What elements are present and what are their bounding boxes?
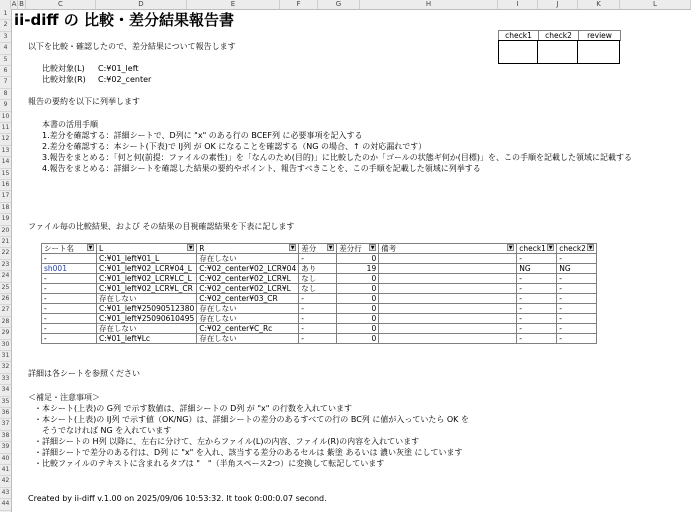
note-line: ・詳細シートで差分のある行は、D列 に "x" を入れ、該当する差分のあるセルは 紫塗 あるいは 濃い灰塗 にしています xyxy=(34,448,463,457)
filter-dropdown-icon[interactable]: ▼ xyxy=(370,245,375,251)
report-title: ii-diff の 比較・差分結果報告書 xyxy=(14,11,234,29)
cell-check1[interactable]: - xyxy=(517,314,557,324)
row-header[interactable]: 9 xyxy=(0,100,11,111)
filter-dropdown-icon[interactable]: ▼ xyxy=(328,245,333,251)
table-row xyxy=(42,324,597,334)
note-line: そうでなければ NG を入れています xyxy=(34,426,172,435)
row-header[interactable]: 40 xyxy=(0,454,11,465)
cell-diff[interactable]: - xyxy=(299,254,337,264)
row-header[interactable]: 6 xyxy=(0,66,11,77)
cell-check2[interactable]: - xyxy=(557,304,597,314)
cell-sheet[interactable]: - xyxy=(42,294,97,304)
row-header[interactable]: 14 xyxy=(0,157,11,168)
table-row xyxy=(42,284,597,294)
cell-r[interactable]: 存在しない xyxy=(197,314,299,324)
cell-diff-rows[interactable]: 0 xyxy=(337,254,379,264)
table-header-row xyxy=(42,244,597,254)
cell-l[interactable]: C:¥01_left¥Lc xyxy=(97,334,197,344)
table-row xyxy=(42,314,597,324)
cell-check2[interactable]: - xyxy=(557,274,597,284)
cell-r[interactable]: 存在しない xyxy=(197,304,299,314)
row-header[interactable]: 2 xyxy=(0,20,11,31)
th-label: 差分 xyxy=(301,244,317,253)
row-header[interactable]: 35 xyxy=(0,397,11,408)
cell-l[interactable]: 存在しない xyxy=(97,294,197,304)
row-header[interactable]: 4 xyxy=(0,43,11,54)
cell-sheet[interactable]: - xyxy=(42,254,97,264)
row-header[interactable]: 17 xyxy=(0,191,11,202)
note-line: ・比較ファイルのテキストに含まれるタブは " "（半角スペース2つ）に変換して転記しています xyxy=(34,459,385,468)
col-header-h[interactable]: H xyxy=(360,0,498,9)
row-header[interactable]: 8 xyxy=(0,89,11,100)
filter-dropdown-icon[interactable]: ▼ xyxy=(548,245,553,251)
col-header-g[interactable]: G xyxy=(318,0,360,9)
result-table xyxy=(41,243,597,344)
cell-check1[interactable]: - xyxy=(517,284,557,294)
th-sheet[interactable] xyxy=(42,244,97,254)
row-header[interactable]: 5 xyxy=(0,55,11,66)
column-header-bar xyxy=(0,0,691,10)
row-header[interactable]: 18 xyxy=(0,203,11,214)
row-header[interactable]: 7 xyxy=(0,77,11,88)
usage-step: 4.報告をまとめる：詳細シートを確認した結果の要約やポイント、報告すべきことを、この手順を記載した領域に列挙する xyxy=(42,164,481,173)
row-header[interactable]: 30 xyxy=(0,340,11,351)
cell-remarks[interactable] xyxy=(379,324,517,334)
table-row xyxy=(42,334,597,344)
th-label: 備考 xyxy=(381,244,397,253)
cell-diff[interactable]: なし xyxy=(299,274,337,284)
row-header[interactable]: 26 xyxy=(0,294,11,305)
row-header[interactable]: 13 xyxy=(0,146,11,157)
cell-remarks[interactable] xyxy=(379,274,517,284)
cell-r[interactable]: C:¥02_center¥C_Rc xyxy=(197,324,299,334)
usage-step: 3.報告をまとめる：「何と何(前提：ファイルの素性)」を「なんのため(目的)」に比較したのか「ゴールの状態ギ何か(目標)」を、この手順を記載した領域に記載する xyxy=(42,153,633,162)
row-header[interactable]: 21 xyxy=(0,237,11,248)
row-header[interactable]: 25 xyxy=(0,283,11,294)
cell-l[interactable]: C:¥01_left¥02_LCR¥L_CR xyxy=(97,284,197,294)
table-row xyxy=(42,304,597,314)
cell-diff-rows[interactable]: 0 xyxy=(337,314,379,324)
row-header[interactable]: 28 xyxy=(0,317,11,328)
row-header[interactable]: 44 xyxy=(0,499,11,510)
cell-l[interactable]: C:¥01_left¥01_L xyxy=(97,254,197,264)
table-row xyxy=(42,274,597,284)
row-header[interactable]: 38 xyxy=(0,431,11,442)
cell-remarks[interactable] xyxy=(379,264,517,274)
th-diff[interactable] xyxy=(299,244,337,254)
cell-check2[interactable]: NG xyxy=(557,264,597,274)
cell-r[interactable]: 存在しない xyxy=(197,254,299,264)
row-header[interactable]: 15 xyxy=(0,169,11,180)
cell-check1[interactable]: - xyxy=(517,274,557,284)
row-header[interactable]: 43 xyxy=(0,488,11,499)
cell-diff[interactable]: - xyxy=(299,334,337,344)
filter-dropdown-icon[interactable]: ▼ xyxy=(188,245,193,251)
note-line: ・本シート(上表)の IJ列 で示す値（OK/NG）は、詳細シートの差分のあるすべての行の BC列 に値が入っていたら OK を xyxy=(34,415,469,424)
cell-l[interactable]: C:¥01_left¥25090610495 xyxy=(97,314,197,324)
cell-check1[interactable]: NG xyxy=(517,264,557,274)
row-header[interactable]: 27 xyxy=(0,305,11,316)
target-l-value[interactable]: C:¥01_left xyxy=(98,64,139,73)
col-header-i[interactable]: I xyxy=(498,0,538,9)
filter-dropdown-icon[interactable]: ▼ xyxy=(88,245,93,251)
cell-l[interactable]: 存在しない xyxy=(97,324,197,334)
signoff-divider xyxy=(577,40,578,64)
row-header[interactable]: 34 xyxy=(0,385,11,396)
cell-diff[interactable]: - xyxy=(299,324,337,334)
cell-check1[interactable]: - xyxy=(517,254,557,264)
row-header[interactable]: 33 xyxy=(0,374,11,385)
usage-heading: 本書の活用手順 xyxy=(42,120,98,129)
check-signoff-box[interactable] xyxy=(498,40,620,64)
row-header[interactable]: 32 xyxy=(0,362,11,373)
target-r-value[interactable]: C:¥02_center xyxy=(98,75,152,84)
cell-check2[interactable]: - xyxy=(557,334,597,344)
row-header[interactable]: 10 xyxy=(0,112,11,123)
row-header-bar xyxy=(0,9,12,512)
usage-step: 2.差分を確認する：本シート(下表)で IJ列 が OK になることを確認する（NG の場合、↑ の対応漏れです） xyxy=(42,142,427,151)
cell-diff-rows[interactable]: 0 xyxy=(337,334,379,344)
row-header[interactable]: 29 xyxy=(0,328,11,339)
th-label: check2 xyxy=(559,244,586,253)
th-label: L xyxy=(99,244,104,253)
cell-check1[interactable]: - xyxy=(517,294,557,304)
note-line: ・本シート(上表)の G列 で示す数値は、詳細シートの D列 が "x" の行数を入れています xyxy=(34,404,352,413)
cell-l[interactable]: C:¥01_left¥02_LCR¥04_L xyxy=(97,264,197,274)
cell-check2[interactable]: - xyxy=(557,284,597,294)
filter-dropdown-icon[interactable]: ▼ xyxy=(290,245,295,251)
th-r[interactable] xyxy=(197,244,299,254)
th-label: 差分行 xyxy=(339,244,362,253)
cell-r[interactable]: 存在しない xyxy=(197,334,299,344)
cell-remarks[interactable] xyxy=(379,334,517,344)
cell-sheet[interactable]: - xyxy=(42,324,97,334)
cell-diff-rows[interactable]: 19 xyxy=(337,264,379,274)
cell-sheet[interactable]: sh001 xyxy=(42,264,97,274)
cell-r[interactable]: C:¥02_center¥02_LCR¥L xyxy=(197,284,299,294)
cell-remarks[interactable] xyxy=(379,314,517,324)
cell-check2[interactable]: - xyxy=(557,294,597,304)
detail-note: 詳細は各シートを参照ください xyxy=(28,369,140,378)
th-check2[interactable] xyxy=(557,244,597,254)
cell-sheet[interactable]: - xyxy=(42,274,97,284)
cell-r[interactable]: C:¥02_center¥03_CR xyxy=(197,294,299,304)
col-header-e[interactable]: E xyxy=(187,0,280,9)
col-header-k[interactable]: K xyxy=(578,0,620,9)
row-header[interactable]: 41 xyxy=(0,465,11,476)
col-header-d[interactable]: D xyxy=(96,0,187,9)
row-header[interactable]: 11 xyxy=(0,123,11,134)
row-header[interactable]: 36 xyxy=(0,408,11,419)
footer-text: Created by ii-diff v.1.00 on 2025/09/06 10:53:32. It took 0:00:0.07 second. xyxy=(28,494,327,503)
th-l[interactable] xyxy=(97,244,197,254)
col-header-a[interactable]: A xyxy=(11,0,17,8)
cell-check2[interactable]: - xyxy=(557,254,597,264)
th-label: R xyxy=(199,244,205,253)
cell-sheet[interactable]: - xyxy=(42,314,97,324)
row-header[interactable]: 31 xyxy=(0,351,11,362)
check2-header-cell[interactable]: check2 xyxy=(539,31,579,41)
table-row xyxy=(42,294,597,304)
col-header-c[interactable]: C xyxy=(26,0,96,9)
cell-diff[interactable]: なし xyxy=(299,284,337,294)
cell-sheet[interactable]: - xyxy=(42,334,97,344)
cell-diff[interactable]: - xyxy=(299,294,337,304)
cell-remarks[interactable] xyxy=(379,254,517,264)
intro-text: 以下を比較・確認したので、差分結果について報告します xyxy=(28,42,236,51)
review-header-cell[interactable]: review xyxy=(579,31,621,41)
row-header[interactable]: 1 xyxy=(0,9,11,20)
th-label: シート名 xyxy=(44,244,74,253)
cell-diff[interactable]: - xyxy=(299,314,337,324)
cell-diff-rows[interactable]: 0 xyxy=(337,294,379,304)
cell-check2[interactable]: - xyxy=(557,324,597,334)
row-header[interactable]: 24 xyxy=(0,271,11,282)
cell-diff-rows[interactable]: 0 xyxy=(337,284,379,294)
notes-heading: ＜補足・注意事項＞ xyxy=(28,393,100,402)
cell-check1[interactable]: - xyxy=(517,334,557,344)
row-header[interactable]: 39 xyxy=(0,442,11,453)
row-header[interactable]: 37 xyxy=(0,419,11,430)
th-diff-rows[interactable] xyxy=(337,244,379,254)
cell-diff[interactable]: - xyxy=(299,304,337,314)
cell-diff-rows[interactable]: 0 xyxy=(337,324,379,334)
cell-check1[interactable]: - xyxy=(517,324,557,334)
usage-step: 1.差分を確認する：詳細シートで、D列に "x" のある行の BCEF列 に必要事項を記入する xyxy=(42,131,363,140)
target-r-label: 比較対象(R) xyxy=(42,75,86,84)
table-row xyxy=(42,264,597,274)
th-check1[interactable] xyxy=(517,244,557,254)
row-header[interactable]: 22 xyxy=(0,248,11,259)
row-header[interactable]: 16 xyxy=(0,180,11,191)
cell-diff-rows[interactable]: 0 xyxy=(337,304,379,314)
th-label: check1 xyxy=(519,244,546,253)
select-all-corner[interactable] xyxy=(0,0,11,9)
check1-header-cell[interactable]: check1 xyxy=(499,31,539,41)
cell-r[interactable]: C:¥02_center¥02_LCR¥04 xyxy=(197,264,299,274)
cell-l[interactable]: C:¥01_left¥25090512380 xyxy=(97,304,197,314)
summary-note: 報告の要約を以下に列挙します xyxy=(28,97,140,106)
col-header-j[interactable]: J xyxy=(538,0,578,9)
cell-r[interactable]: C:¥02_center¥02_LCR¥L xyxy=(197,274,299,284)
table-row xyxy=(42,254,597,264)
cell-diff[interactable]: あり xyxy=(299,264,337,274)
row-header[interactable]: 23 xyxy=(0,260,11,271)
note-line: ・詳細シートの H列 以降に、左右に分けて、左からファイル(L)の内容、ファイル(R)の内容を入れています xyxy=(34,437,420,446)
cell-diff-rows[interactable]: 0 xyxy=(337,274,379,284)
col-header-f[interactable]: F xyxy=(280,0,318,9)
cell-check1[interactable]: - xyxy=(517,304,557,314)
th-remarks[interactable] xyxy=(379,244,517,254)
cell-l[interactable]: C:¥01_left¥02_LCR¥LC_L xyxy=(97,274,197,284)
cell-check2[interactable]: - xyxy=(557,314,597,324)
target-l-label: 比較対象(L) xyxy=(42,64,85,73)
row-header[interactable]: 12 xyxy=(0,134,11,145)
row-header[interactable]: 42 xyxy=(0,476,11,487)
cell-remarks[interactable] xyxy=(379,284,517,294)
signoff-divider xyxy=(537,40,538,64)
filter-dropdown-icon[interactable]: ▼ xyxy=(588,245,593,251)
row-header[interactable]: 3 xyxy=(0,32,11,43)
col-header-l[interactable]: L xyxy=(620,0,691,9)
row-header[interactable]: 20 xyxy=(0,226,11,237)
col-header-b[interactable]: B xyxy=(18,0,26,9)
filter-dropdown-icon[interactable]: ▼ xyxy=(508,245,513,251)
cell-sheet[interactable]: - xyxy=(42,284,97,294)
cell-remarks[interactable] xyxy=(379,294,517,304)
row-header[interactable]: 19 xyxy=(0,214,11,225)
cell-remarks[interactable] xyxy=(379,304,517,314)
table-intro: ファイル毎の比較結果、および その結果の目視確認結果を下表に記します xyxy=(28,222,295,231)
cell-sheet[interactable]: - xyxy=(42,304,97,314)
